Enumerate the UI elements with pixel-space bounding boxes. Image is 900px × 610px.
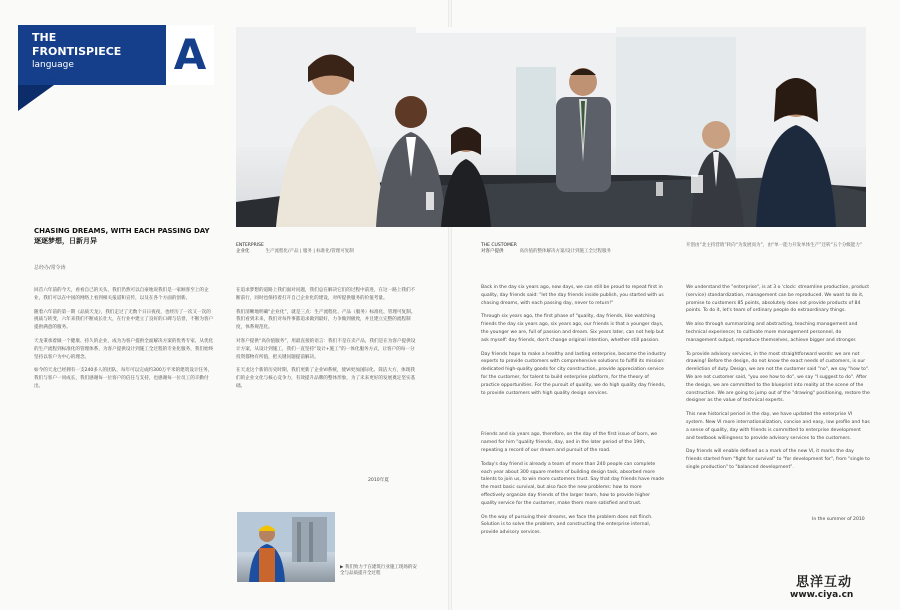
watermark-url: www.ciya.cn	[790, 590, 854, 600]
col4-paragraph: To provide advisory services, in the most straightforward words: we are not drawing! Before the design, do not know the exact needs of customers, is our dereliction of duty. Design, we are not the customer said "no", we say "how to". We are not customer said, "you see how to do", we say "I suggest to do". After the design, we are committed to the blueprint into reality at the scene of the construction. We are going to jump out of the "drawing" positioning, restore the designer as the value of technical experts.	[686, 351, 870, 404]
column-4	[686, 284, 870, 478]
article-title: CHASING DREAMS, WITH EACH PASSING DAY	[34, 227, 210, 235]
worker-caption-text: 我们致力于在建筑行业施工现场的安全与品质提升全过程	[340, 565, 417, 576]
meeting-illustration	[236, 27, 866, 227]
development-tag: 开创由“北主持营销”转向“为发展而为”，由“单一能力开发单体生产”还转“五个分级能力”	[686, 243, 863, 248]
column-1	[34, 287, 214, 397]
col4-paragraph: Day friends will enable defined as a mark of the new VI, it marks the day friends started from "fight for survival" to "for development for", from "single to single production" to "balanced development".	[686, 449, 870, 470]
worker-photo	[237, 512, 335, 582]
meeting-photo	[236, 27, 866, 227]
enterprise-tag-cn: 企业化	[236, 249, 250, 254]
banner-title-line1: THE	[32, 31, 57, 44]
article-subtitle: 逐逐梦想，日新月异	[34, 237, 97, 245]
col1-paragraph: 如今的天龙已经拥有一支240多人的团队，每年可以完成约300万平米的建筑设计任务，我们与客户一同成长，我们感谢每一位客户的信任与支持，也感谢每一位员工的辛勤付出。	[34, 368, 213, 389]
col2-paragraph: 我们清晰地明确“企业化”，就是三点：生产流程化、产品（服务）标准化、管理可复制。我们看到未来，我们对每件事都追求做到最好，力争做到极致，并且建立完整的流程制度，体系规范化。	[236, 309, 416, 331]
caption-arrow-icon: ▶	[340, 565, 345, 570]
col2-paragraph: 在追求梦想的道路上我们面对问题，我们总在解决它们的过程中前进，在这一路上我们不断前行，同时也保持着打开自己企业化的建设，对所提供服务的价值考量。	[236, 288, 416, 301]
col4-paragraph: This new historical period in the day, we have updated the enterprise VI system. New VI more internationalization, concise and easy, low profile and has a sense of quality, day with friends is committed to enterprise development and textbook willingness to provide advisory services to the customers.	[686, 412, 870, 441]
customer-tag-cn: 对客户提供	[481, 249, 504, 254]
customer-tag-value: 高价值的整体解决方案/设计到施工全过程服务	[519, 249, 612, 254]
customer-tag-en: THE CUSTOMER	[481, 243, 517, 248]
col3-paragraph: Day friends hope to make a healthy and lasting enterprise, become the industry experts to provide customers with comprehensive solutions to fulfill its mission: dedicated high-quality goods for city construction, provide appreciation service for the customer, for talent to build enterprise platform, for the theory of practice opportunities. For the pursuit of quality, we do high quality day friends, to provide customers with high quality design services.	[481, 351, 666, 396]
col2-paragraph: 在天龙这个新的历史时期，我们更新了企业VI系统，使VI更加国际化、简洁大方，体现我们的企业文化与核心竞争力，有效提升品牌的整体形象，为了未来更好的发展奠定坚实基础。	[236, 368, 416, 389]
col4-signature: In the summer of 2010	[812, 517, 865, 522]
col4-paragraph: We understand the "enterprise", is at 3 o 'clock: streamline production, product (service) standardization, management can be reproduced. We want to do it, promise to customers 85 points, absolutely does not provide products of 84 points. To do it, let's team of ordinary people do extraordinary things.	[686, 285, 870, 314]
section-sub-label: 卷首语	[32, 77, 56, 86]
col3-paragraph: Back in the day six years ago, now days, we can still be proud to repeat first in quality, day friends said: "let the day friends inside publish, you started with us chasing dreams, with each passing day, never to return!"	[481, 285, 664, 306]
column-2	[236, 287, 416, 397]
banner-title-line2: FRONTISPIECE	[32, 45, 122, 58]
col1-paragraph: 随着六年前的第一期《品质天龙》，我们走过了无数个日日夜夜，也经历了一次又一次的挑战与转变，六年来我们不断成长壮大，在行业中建立了良好的口碑与信誉，不断为客户提供满意的服务。	[34, 309, 214, 331]
col4-paragraph: We also through summarizing and abstracting, teaching management and technical experience; to cultivate more management personnel, do management output, reproduce themselves, achieve bigger and stronger.	[686, 322, 858, 343]
col3-paragraph: On the way of pursuing their dreams, we face the problem does not flinch. Solution is to solve the problem, and constructing the enterprise internal, provide advisory services.	[481, 514, 653, 536]
article-byline: 总经办/常令涛	[34, 265, 66, 271]
banner-fold	[18, 85, 54, 111]
enterprise-tag-value: 生产流程化/产品 | 服务 | 标准化/管理可复制	[265, 249, 354, 254]
col1-paragraph: 天龙秉承着做一个健康、持久的企业，成为为客户提供全面解决方案的优秀专家，从优化的生产流程到标准化的管理体系，为客户提供设计到施工全过程的专业化服务，我们始终坚持以客户为中心的理念。	[34, 338, 214, 360]
enterprise-tag-en: ENTERPRISE	[236, 243, 264, 248]
column-3	[481, 284, 667, 543]
col2-paragraph: 对客户提供“高价值服务”，用最直接的语言：我们不是在卖产品，我们是在为客户提供设计方案，从设计到施工，我们一直坚持“设计+施工”的一体化服务方式，让客户的每一分投资都物有所值，把关键问题提前解决。	[236, 338, 416, 360]
col2-signature: 2010年夏	[368, 478, 389, 483]
banner-title-line3: language	[32, 60, 74, 70]
col3-paragraph: Through six years ago, the first phase of "quality, day friends, like watching friends the day six years ago, six years ago, our friends is that a younger days, the younger we are, full of passion and dream. Six years later, can not help but ask myself: day friends, don't change original intention, whether still passion.	[481, 314, 664, 343]
worker-caption	[340, 565, 420, 577]
worker-illustration	[237, 512, 335, 582]
customer-tag	[481, 243, 661, 255]
banner-letter: A	[166, 25, 214, 85]
col1-paragraph: 回首六年前的今天，看看自己的关头，我们仍然可以自豪地说我们是一家顾客至上的企业，我们可以在中国的网络上看到相关报道和宣传，以及在各个方面的创新。	[34, 288, 209, 301]
col3-paragraph: Friends and six years ago, therefore, on the day of the first issue of born, we named for him "quality friends, day, and in the later period of the 19th, repeating a record of our dream and pursuit of the road.	[481, 432, 658, 453]
watermark-logo: 思洋互动	[796, 575, 853, 590]
col3-paragraph: Today's day friend is already a team of more than 240 people can complete each year about 300 square meters of building design task, absorbed more talents to join us, to win more customers trust. Say that day friends have made the most basic survival, but also face the new problems: how to more effectively organize day friends of the larger team, how to provide higher quality service for the customer, make them more satisfied and trust.	[481, 461, 665, 506]
enterprise-tag	[236, 243, 416, 255]
